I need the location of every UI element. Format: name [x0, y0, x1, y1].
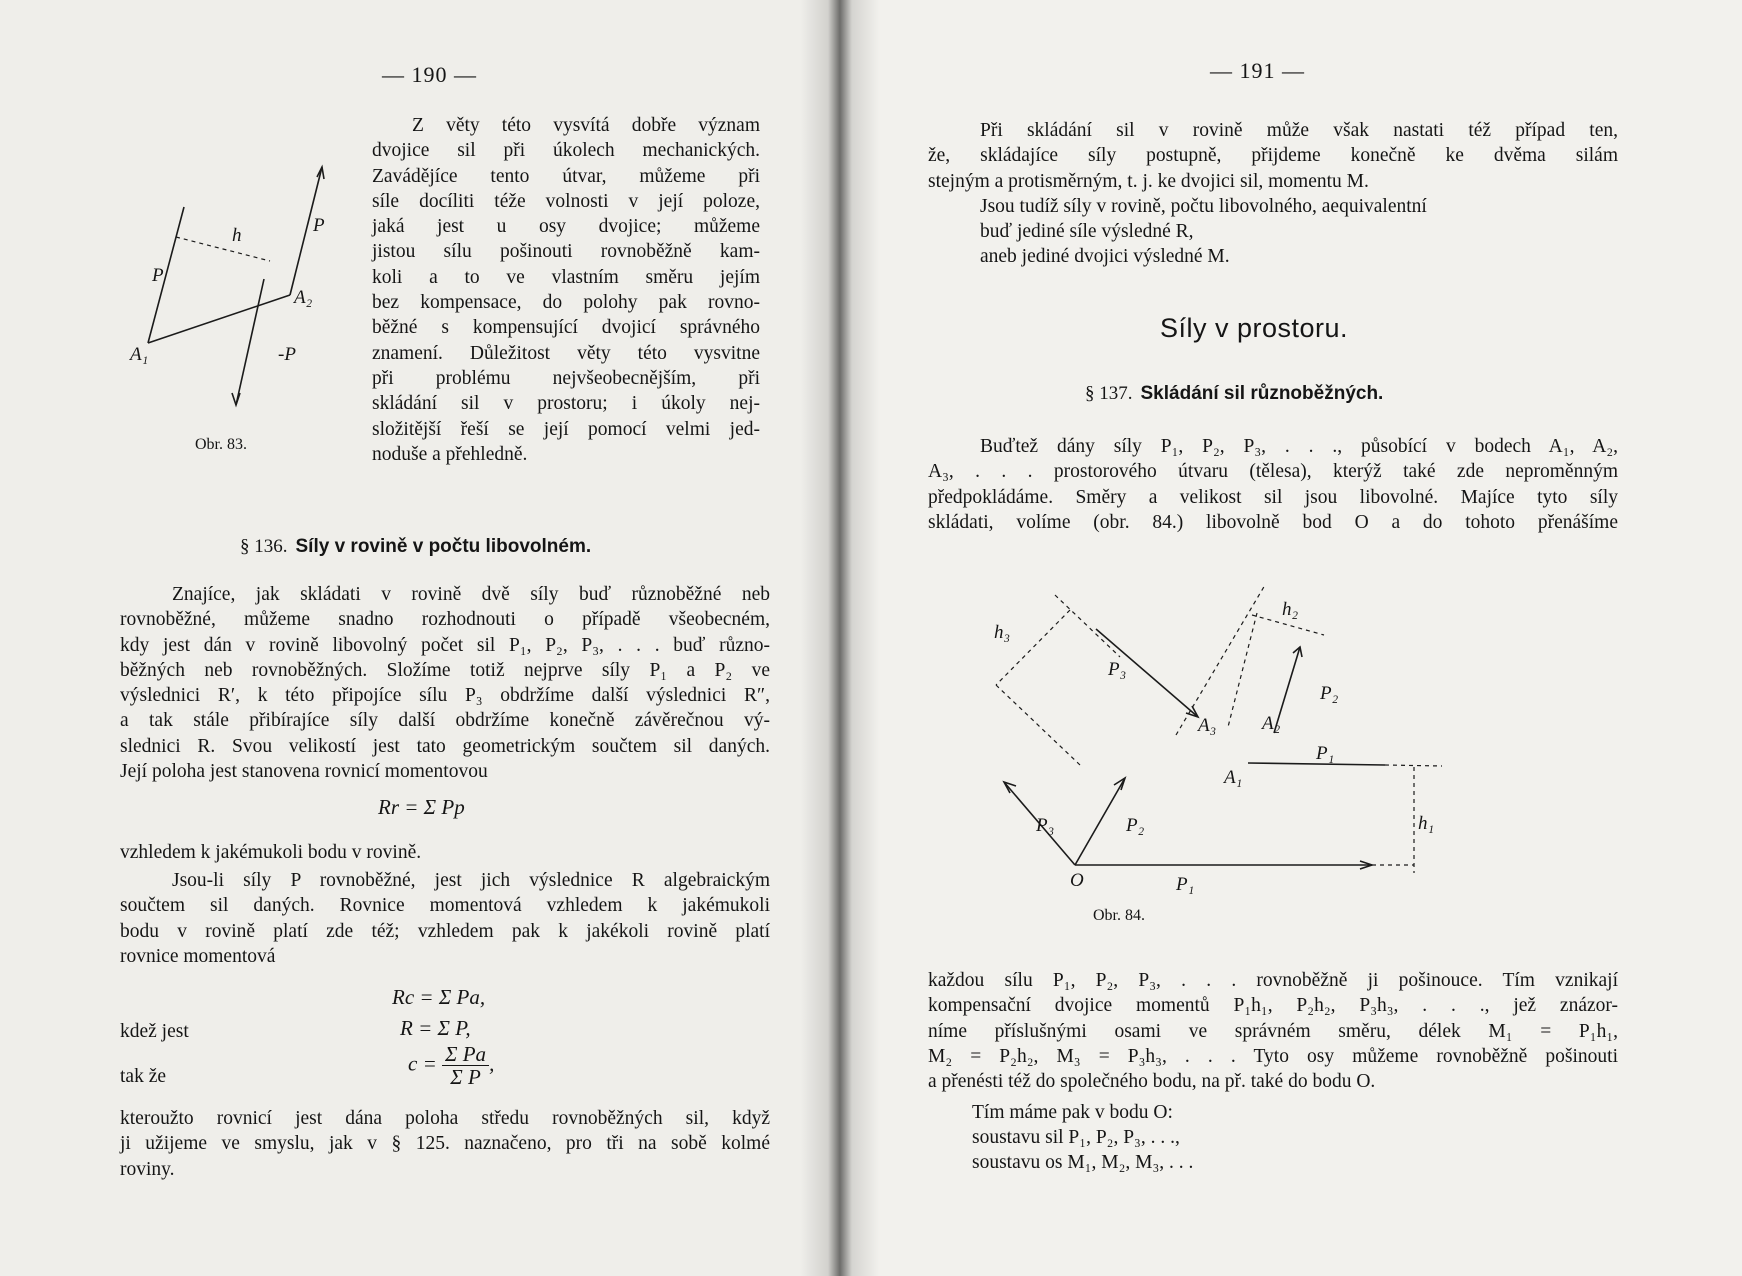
- text-line: a tak stále přibírajíce síly další obdržíme konečně závěrečnou vý-: [120, 710, 770, 732]
- text-line: a přenésti též do společného bodu, na př. také do bodu O.: [928, 1071, 1376, 1093]
- label-h2: h₂: [1282, 599, 1299, 620]
- text-line: rovnice momentová: [120, 945, 276, 967]
- left-page: [0, 0, 840, 1276]
- text-line: skládati, volíme (obr. 84.) libovolně bod O a do tohoto přenášíme: [928, 511, 1618, 533]
- text-line: výslednici R′, k této připojíce sílu P₃ obdržíme další výslednici R″,: [120, 685, 770, 707]
- text-line: buď jediné síle výsledné R,: [980, 221, 1194, 242]
- dashed-line: [1055, 595, 1120, 657]
- text-line: noduše a přehledně.: [372, 443, 528, 465]
- label-a2: A₂: [294, 287, 313, 308]
- paragraph-top-2: [980, 194, 1580, 219]
- right-page: [840, 0, 1742, 1276]
- equation-c: [408, 1043, 494, 1088]
- label-h3: h₃: [994, 622, 1011, 643]
- force-minus-p-line: [236, 279, 264, 405]
- text-line: koli a to ve vlastním směru jejím: [372, 266, 760, 288]
- figure-83-caption: Obr. 83.: [195, 436, 247, 453]
- text-line: součtem sil daných. Rovnice momentová vzhledem k jakémukoli: [120, 895, 770, 917]
- text-line: roviny.: [120, 1158, 175, 1180]
- fraction-numerator: Σ Pa: [442, 1043, 489, 1066]
- text-line: jaká jest u osy dvojice; můžeme: [372, 216, 760, 238]
- label-p2-top: P₂: [1320, 683, 1339, 704]
- label-tak-ze: tak že: [120, 1066, 167, 1087]
- figure-83: [118, 155, 338, 435]
- paragraph-137-4: [972, 1125, 1572, 1150]
- text-line: soustavu sil P₁, P₂, P₃, . . .,: [972, 1127, 1180, 1148]
- text-line: předpokládáme. Směry a velikost sil jsou libovolné. Majíce tyto síly: [928, 486, 1618, 508]
- text-line: Její poloha jest stanovena rovnicí momentovou: [120, 761, 488, 783]
- text-line: níme příslušnými osami ve správném směru, délek M₁ = P₁h₁,: [928, 1020, 1618, 1042]
- text-line: slednici R. Svou velikostí jest tato geometrickým součtem sil daných.: [120, 735, 770, 757]
- text-line: každou sílu P₁, P₂, P₃, . . . rovnoběžně ji pošinouce. Tím vznikají: [928, 970, 1618, 991]
- text-line: složitější řeší se její pomocí velmi jed-: [372, 418, 760, 440]
- text-line: při problému nejvšeobecnějším, při: [372, 367, 760, 389]
- arrowhead-p3-o-left: [1004, 782, 1016, 793]
- dashed-line: [1228, 613, 1257, 727]
- equation-c-lhs: c =: [408, 1051, 437, 1076]
- text-line: Znajíce, jak skládati v rovině dvě síly buď různoběžné neb: [172, 584, 770, 605]
- section-title: Skládání sil různoběžných.: [1140, 383, 1384, 404]
- fraction-denominator: Σ P: [450, 1065, 481, 1089]
- label-h: h: [232, 225, 242, 246]
- text-line: Tím máme pak v bodu O:: [972, 1102, 1173, 1123]
- text-line: kteroužto rovnicí jest dána poloha středu rovnoběžných sil, když: [120, 1108, 770, 1129]
- fraction: [442, 1043, 489, 1088]
- dashed-line: [1385, 765, 1442, 766]
- label-kdez-jest: kdež jest: [120, 1021, 189, 1042]
- label-p1-top: P₁: [1316, 743, 1335, 764]
- text-line: vzhledem k jakémukoli bodu v rovině.: [120, 842, 422, 863]
- text-line: stejným a protisměrným, t. j. ke dvojici sil, momentu M.: [928, 170, 1369, 192]
- label-a3: A₃: [1198, 715, 1217, 736]
- figure-84-caption: Obr. 84.: [1093, 907, 1145, 924]
- label-p1-bottom: P₁: [1176, 874, 1195, 895]
- paragraph-137-2: [928, 968, 1618, 1094]
- text-line: Jsou tudíž síly v rovině, počtu libovolného, aequivalentní: [980, 196, 1427, 217]
- label-o: O: [1070, 870, 1084, 891]
- text-line: skládání sil v prostoru; i úkoly nej-: [372, 393, 760, 415]
- label-p3-top: P₃: [1108, 659, 1127, 680]
- label-a1: A₁: [130, 344, 149, 365]
- arrowhead-minus-p: [232, 393, 240, 405]
- paragraph-136-3: [120, 868, 770, 969]
- text-line: ji užijeme ve smyslu, jak v § 125. naznačeno, pro tři na sobě kolmé: [120, 1133, 770, 1155]
- fig83-paragraph: [372, 113, 760, 467]
- label-a2: A₂: [1262, 713, 1281, 734]
- label-p-left: P: [152, 265, 164, 286]
- text-line: soustavu os M₁, M₂, M₃, . . .: [972, 1152, 1194, 1173]
- label-minus-p: -P: [278, 344, 296, 365]
- label-p-right: P: [313, 215, 325, 236]
- text-line: A₃, . . . prostorového útvaru (tělesa), kterýž také zde neproměnným: [928, 461, 1618, 483]
- text-line: kompensační dvojice momentů P₁h₁, P₂h₂, P₃h₃, . . ., jež znázor-: [928, 995, 1618, 1017]
- text-line: Z věty této vysvítá dobře význam: [412, 115, 760, 136]
- text-line: běžné s kompensující dvojicí správného: [372, 317, 760, 339]
- equation-c-tail: ,: [489, 1051, 495, 1076]
- text-line: dvojice sil při úkolech mechanických.: [372, 140, 760, 162]
- section-136-heading: [240, 536, 591, 558]
- paragraph-137-5: [972, 1150, 1572, 1175]
- label-h1: h₁: [1418, 813, 1435, 834]
- section-number: § 136.: [240, 536, 288, 557]
- label-p3-bottom: P₃: [1036, 815, 1055, 836]
- page-number: — 191 —: [1210, 58, 1305, 83]
- text-line: M₂ = P₂h₂, M₃ = P₃h₃, . . . Tyto osy můžeme rovnoběžně pošinouti: [928, 1045, 1618, 1067]
- dashed-line: [1176, 585, 1265, 735]
- paragraph-top-4: [980, 244, 1580, 269]
- text-line: Zavádějíce tento útvar, můžeme při: [372, 165, 760, 187]
- title-space: Síly v prostoru.: [1160, 313, 1349, 343]
- dashed-line: [996, 685, 1080, 765]
- force-p3-from-o: [1075, 778, 1125, 865]
- section-title: Síly v rovině v počtu libovolném.: [295, 536, 592, 557]
- page-number: — 190 —: [382, 62, 477, 87]
- paragraph-137-3: [972, 1100, 1572, 1125]
- section-number: § 137.: [1085, 383, 1133, 404]
- paragraph-136-4: [120, 1106, 770, 1182]
- connector-line: [148, 295, 290, 343]
- text-line: kdy jest dán v rovině libovolný počet sil P₁, P₂, P₃, . . . buď různo-: [120, 634, 770, 656]
- text-line: síle docíliti téže volnosti v její poloze,: [372, 190, 760, 212]
- text-line: Při skládání sil v rovině může však nastati též případ ten,: [980, 120, 1618, 141]
- text-line: Jsou-li síly P rovnoběžné, jest jich výslednice R algebraickým: [172, 870, 770, 891]
- arm-h-dashed-line: [176, 237, 270, 261]
- text-line: že, skládajíce síly postupně, přijdeme konečně ke dvěma silám: [928, 145, 1618, 167]
- figure-84: [980, 575, 1620, 905]
- text-line: aneb jediné dvojici výsledné M.: [980, 246, 1230, 267]
- label-p2-bottom: P₂: [1126, 815, 1145, 836]
- paragraph-136-2: [120, 840, 770, 865]
- paragraph-top: [928, 118, 1618, 194]
- paragraph-top-3: [980, 219, 1580, 244]
- text-line: Buďtež dány síly P₁, P₂, P₃, . . ., působící v bodech A₁, A₂,: [980, 436, 1618, 457]
- equation-r: R = Σ P,: [400, 1016, 471, 1040]
- text-line: znamení. Důležitost věty této vysvitne: [372, 342, 760, 364]
- equation-rr: Rr = Σ Pp: [378, 795, 465, 819]
- text-line: jistou sílu pošinouti rovnoběžně kam-: [372, 241, 760, 263]
- text-line: bodu v rovině platí zde též; vzhledem pak k jakékoli rovině platí: [120, 920, 770, 942]
- text-line: bez kompensace, do polohy pak rovno-: [372, 292, 760, 314]
- equation-rc: Rc = Σ Pa,: [392, 985, 486, 1009]
- paragraph-136-1: [120, 582, 770, 784]
- section-137-heading: [1085, 383, 1383, 405]
- label-a1: A₁: [1224, 767, 1243, 788]
- paragraph-137-1: [928, 434, 1618, 535]
- text-line: běžných neb rovnoběžných. Složíme totiž nejprve síly P₁ a P₂ ve: [120, 659, 770, 681]
- text-line: rovnoběžné, můžeme snadno rozhodnouti o případě všeobecném,: [120, 609, 770, 631]
